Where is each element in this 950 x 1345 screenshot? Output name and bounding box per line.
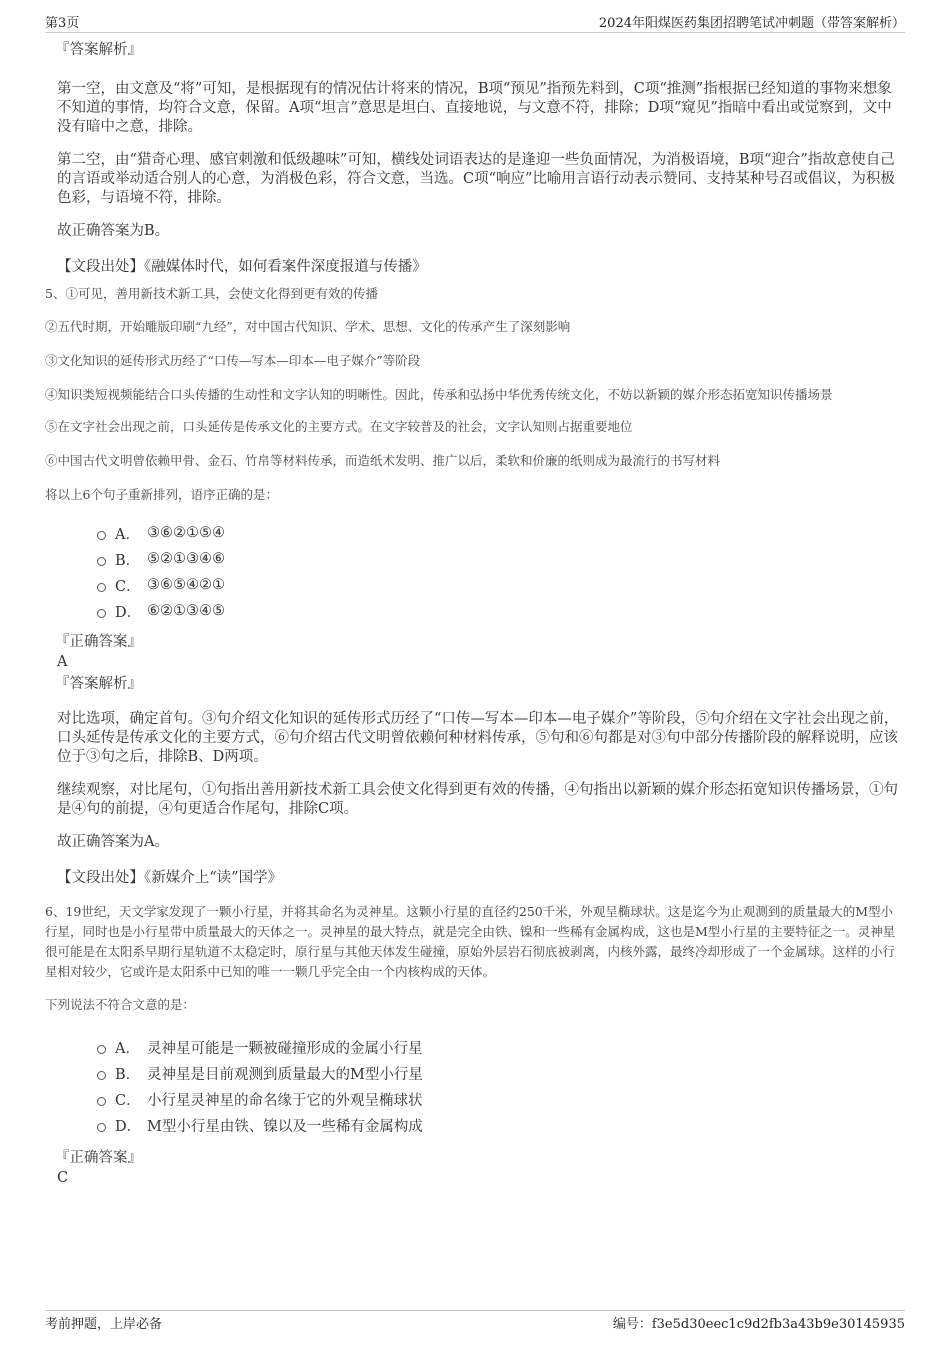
answer-options: [97, 1034, 905, 1138]
question-sentence: ②五代时期，开始雕版印刷“九经”，对中国古代知识、学术、思想、文化的传承产生了深刻影响: [45, 319, 571, 334]
option-a[interactable]: [97, 520, 905, 546]
analysis-paragraph: 第二空，由“猎奇心理、感官刺激和低级趣味”可知，横线处词语表达的是逢迎一些负面情况，为消极语境，B项“迎合”指故意使自己的言语或举动适合别人的心意，为消极色彩，符合文意，当选。C项“响应”比喻用言语行动表示赞同、支持某种号召或倡议，为积极色彩，与语境不符，排除。: [57, 152, 895, 206]
page-footer: [45, 1310, 905, 1333]
question-sentence: 5、①可见，善用新技术新工具，会使文化得到更有效的传播: [45, 286, 378, 301]
page-content: [45, 40, 905, 1188]
page-number: 第3页: [45, 15, 80, 31]
option-letter: B．: [115, 552, 141, 569]
option-b[interactable]: [97, 546, 905, 572]
option-text: 灵神星是目前观测到质量最大的M型小行星: [147, 1066, 423, 1083]
analysis-conclusion: 故正确答案为A。: [57, 834, 169, 850]
question-prompt: 下列说法不符合文意的是：: [45, 997, 196, 1012]
document-code: 编号：f3e5d30eec1c9d2fb3a43b9e30145935: [612, 1316, 905, 1332]
analysis-paragraph: 第一空，由文意及“将”可知，是根据现有的情况估计将来的情况，B项“预见”指预先料到，C项“推测”指根据已经知道的事物来想象不知道的事情，均符合文意，保留。A项“坦言”意思是坦白、直接地说，与文意不符，排除；D项“窥见”指暗中看出或觉察到，文中没有暗中之意，排除。: [57, 81, 892, 135]
option-letter: C．: [115, 1092, 141, 1109]
option-text: 小行星灵神星的命名缘于它的外观呈椭球状: [147, 1092, 423, 1109]
question-sentence: ⑤在文字社会出现之前，口头延传是传承文化的主要方式。在文字较普及的社会，文字认知则占据重要地位: [45, 419, 633, 434]
question-passage: 6、19世纪，天文学家发现了一颗小行星，并将其命名为灵神星。这颗小行星的直径约250千米，外观呈椭球状。这是迄今为止观测到的质量最大的M型小行星，同时也是小行星带中质量最大的天体之一。灵神星的最大特点，就是完全由铁、镍和一些稀有金属构成，这也是M型小行星的主要特征之一。灵神星很可能是在太阳系早期行星轨道不太稳定时，原行星与其他天体发生碰撞，原始外层岩石彻底被剥离，内核外露，最终冷却形成了一个金属球。这样的小行星相对较少，它或许是太阳系中已知的唯一一颗几乎完全由一个内核构成的天体。: [45, 904, 896, 979]
radio-icon[interactable]: [97, 609, 106, 618]
analysis-paragraph: 对比选项，确定首句。③句介绍文化知识的延传形式历经了“口传—写本—印本—电子媒介”等阶段，⑤句介绍在文字社会出现之前，口头延传是传承文化的主要方式，⑥句介绍古代文明曾依赖何种材料传承，⑤句和⑥句都是对③句中部分传播阶段的解释说明，应该位于③句之后，排除B、D两项。: [57, 711, 899, 765]
option-letter: B．: [115, 1066, 141, 1083]
answer-options: [97, 520, 905, 624]
radio-icon[interactable]: [97, 1045, 106, 1054]
option-letter: D．: [115, 604, 142, 621]
radio-icon[interactable]: [97, 1123, 106, 1132]
option-letter: A．: [115, 526, 140, 543]
option-d[interactable]: [97, 598, 905, 624]
passage-source: 【文段出处】《新媒介上“读”国学》: [57, 870, 283, 886]
option-text: ③⑥⑤④②①: [147, 577, 225, 593]
radio-icon[interactable]: [97, 557, 106, 566]
option-letter: D．: [115, 1118, 142, 1135]
option-c[interactable]: [97, 1086, 905, 1112]
analysis-paragraph: 继续观察，对比尾句，①句指出善用新技术新工具会使文化得到更有效的传播，④句指出以新颖的媒介形态拓宽知识传播场景，①句是④句的前提，④句更适合作尾句，排除C项。: [57, 782, 898, 817]
correct-answer-label: 『正确答案』: [55, 1150, 142, 1166]
analysis-label: 『答案解析』: [55, 676, 142, 692]
radio-icon[interactable]: [97, 583, 106, 592]
radio-icon[interactable]: [97, 1071, 106, 1080]
page-header: [45, 10, 905, 33]
analysis-conclusion: 故正确答案为B。: [57, 223, 170, 239]
option-text: ⑥②①③④⑤: [147, 603, 225, 619]
question-prompt: 将以上6个句子重新排列，语序正确的是：: [45, 487, 278, 502]
passage-source: 【文段出处】《融媒体时代，如何看案件深度报道与传播》: [57, 259, 427, 275]
option-b[interactable]: [97, 1060, 905, 1086]
radio-icon[interactable]: [97, 1097, 106, 1106]
radio-icon[interactable]: [97, 531, 106, 540]
option-text: ⑤②①③④⑥: [147, 551, 225, 567]
analysis-label: 『答案解析』: [55, 42, 142, 58]
option-text: M型小行星由铁、镍以及一些稀有金属构成: [147, 1118, 423, 1135]
document-title: 2024年阳煤医药集团招聘笔试冲刺题（带答案解析）: [598, 15, 905, 31]
option-letter: C．: [115, 578, 141, 595]
correct-answer: A: [57, 654, 68, 670]
question-sentence: ③文化知识的延传形式历经了“口传—写本—印本—电子媒介”等阶段: [45, 353, 421, 368]
footer-slogan: 考前押题，上岸必备: [45, 1316, 163, 1332]
option-c[interactable]: [97, 572, 905, 598]
question-sentence: ④知识类短视频能结合口头传播的生动性和文字认知的明晰性。因此，传承和弘扬中华优秀传统文化，不妨以新颖的媒介形态拓宽知识传播场景: [45, 387, 833, 402]
option-a[interactable]: [97, 1034, 905, 1060]
question-sentence: ⑥中国古代文明曾依赖甲骨、金石、竹帛等材料传承，而造纸术发明、推广以后，柔软和价廉的纸则成为最流行的书写材料: [45, 453, 721, 468]
option-text: ③⑥②①⑤④: [147, 525, 225, 541]
correct-answer-label: 『正确答案』: [55, 634, 142, 650]
option-letter: A．: [115, 1040, 140, 1057]
option-text: 灵神星可能是一颗被碰撞形成的金属小行星: [147, 1040, 423, 1057]
correct-answer: C: [57, 1170, 69, 1186]
option-d[interactable]: [97, 1112, 905, 1138]
